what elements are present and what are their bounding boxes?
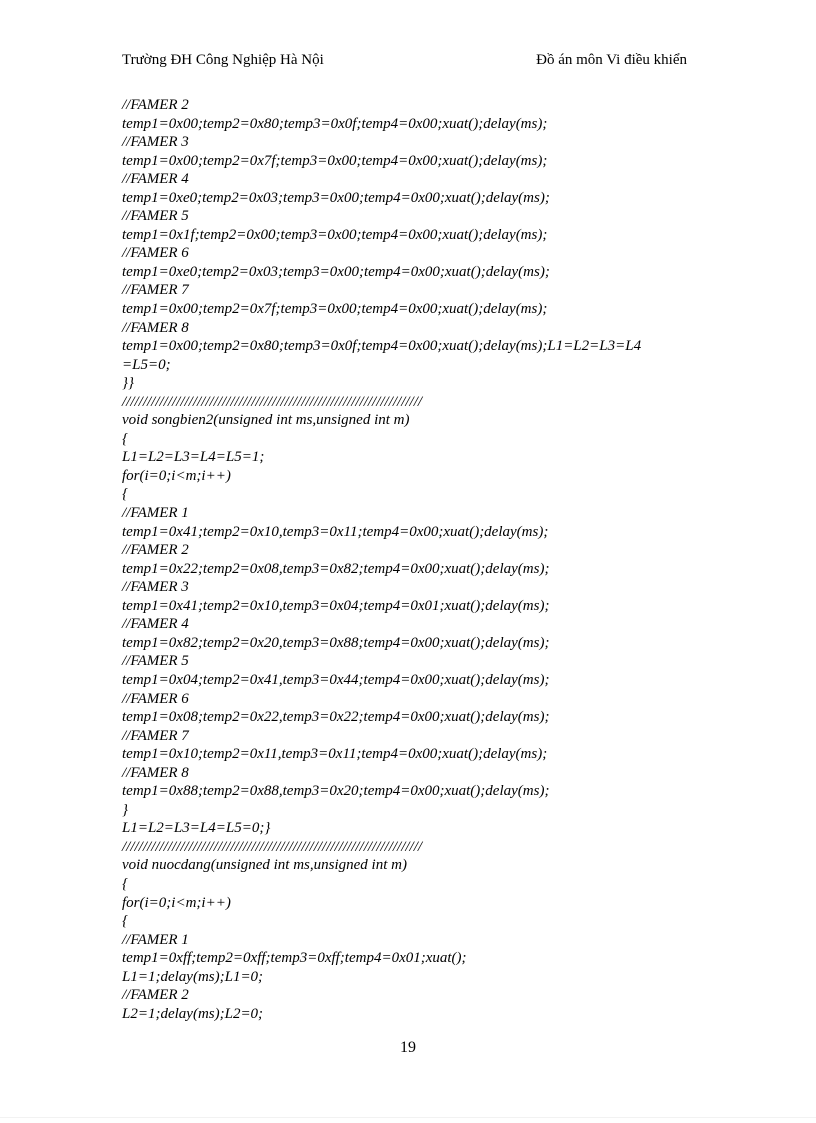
- code-line: L1=L2=L3=L4=L5=0;}: [122, 820, 271, 837]
- page-number: 19: [400, 1039, 416, 1056]
- code-line: L2=1;delay(ms);L2=0;: [122, 1005, 264, 1022]
- code-line: =L5=0;: [122, 356, 171, 373]
- code-line: temp1=0x41;temp2=0x10,temp3=0x04;temp4=0x01;xuat();delay(ms);: [122, 597, 550, 614]
- code-line: {: [122, 486, 128, 503]
- header-school-name: Trường ĐH Công Nghiệp Hà Nội: [122, 52, 324, 68]
- page-header: [122, 49, 687, 71]
- code-line: //FAMER 2: [122, 542, 189, 559]
- code-line: //FAMER 3: [122, 134, 189, 151]
- code-line: temp1=0x08;temp2=0x22,temp3=0x22;temp4=0x00;xuat();delay(ms);: [122, 709, 550, 726]
- code-line: temp1=0x04;temp2=0x41,temp3=0x44;temp4=0x00;xuat();delay(ms);: [122, 671, 550, 688]
- page-bottom-edge: [0, 1117, 816, 1118]
- code-line: ////////////////////////////////////////////////////////////////////////: [122, 393, 423, 410]
- code-line: void nuocdang(unsigned int ms,unsigned int m): [122, 857, 407, 874]
- code-line: //FAMER 7: [122, 282, 189, 299]
- code-line: L1=L2=L3=L4=L5=1;: [122, 449, 265, 466]
- code-line: {: [122, 913, 128, 930]
- code-line: temp1=0xe0;temp2=0x03;temp3=0x00;temp4=0x00;xuat();delay(ms);: [122, 263, 550, 280]
- code-line: L1=1;delay(ms);L1=0;: [122, 968, 264, 985]
- code-line: {: [122, 430, 128, 447]
- code-line: ////////////////////////////////////////////////////////////////////////: [122, 838, 423, 855]
- code-line: //FAMER 4: [122, 616, 189, 633]
- code-line: temp1=0x00;temp2=0x7f;temp3=0x00;temp4=0x00;xuat();delay(ms);: [122, 152, 548, 169]
- code-line: temp1=0x00;temp2=0x80;temp3=0x0f;temp4=0x00;xuat();delay(ms);L1=L2=L3=L4: [122, 338, 642, 355]
- code-line: //FAMER 5: [122, 208, 189, 225]
- code-line: {: [122, 875, 128, 892]
- code-line: //FAMER 1: [122, 505, 189, 522]
- code-line: temp1=0x41;temp2=0x10,temp3=0x11;temp4=0x00;xuat();delay(ms);: [122, 523, 549, 540]
- code-line: //FAMER 1: [122, 931, 189, 948]
- code-line: }: [122, 801, 128, 818]
- code-line: for(i=0;i<m;i++): [122, 894, 231, 911]
- code-line: //FAMER 6: [122, 245, 189, 262]
- code-line: //FAMER 5: [122, 653, 189, 670]
- code-line: //FAMER 2: [122, 987, 189, 1004]
- code-line: temp1=0x1f;temp2=0x00;temp3=0x00;temp4=0x00;xuat();delay(ms);: [122, 226, 548, 243]
- code-line: temp1=0x00;temp2=0x7f;temp3=0x00;temp4=0x00;xuat();delay(ms);: [122, 301, 548, 318]
- code-line: temp1=0x10;temp2=0x11,temp3=0x11;temp4=0x00;xuat();delay(ms);: [122, 746, 548, 763]
- code-line: temp1=0x22;temp2=0x08,temp3=0x82;temp4=0x00;xuat();delay(ms);: [122, 560, 550, 577]
- code-line: //FAMER 2: [122, 97, 189, 113]
- header-course-title: Đồ án môn Vi điều khiển: [536, 52, 687, 68]
- code-line: //FAMER 7: [122, 727, 189, 744]
- code-line: for(i=0;i<m;i++): [122, 467, 231, 484]
- code-line: //FAMER 6: [122, 690, 189, 707]
- code-line: temp1=0x82;temp2=0x20,temp3=0x88;temp4=0x00;xuat();delay(ms);: [122, 634, 550, 651]
- code-line: temp1=0x00;temp2=0x80;temp3=0x0f;temp4=0x00;xuat();delay(ms);: [122, 115, 548, 132]
- code-line: temp1=0xe0;temp2=0x03;temp3=0x00;temp4=0x00;xuat();delay(ms);: [122, 189, 550, 206]
- code-line: void songbien2(unsigned int ms,unsigned int m): [122, 412, 410, 429]
- code-line: temp1=0xff;temp2=0xff;temp3=0xff;temp4=0x01;xuat();: [122, 950, 467, 967]
- code-line: }}: [122, 375, 134, 392]
- code-line: temp1=0x88;temp2=0x88,temp3=0x20;temp4=0x00;xuat();delay(ms);: [122, 783, 550, 800]
- code-listing: [122, 96, 712, 1023]
- code-line: //FAMER 8: [122, 319, 189, 336]
- code-line: //FAMER 3: [122, 579, 189, 596]
- code-line: //FAMER 8: [122, 764, 189, 781]
- code-line: //FAMER 4: [122, 171, 189, 188]
